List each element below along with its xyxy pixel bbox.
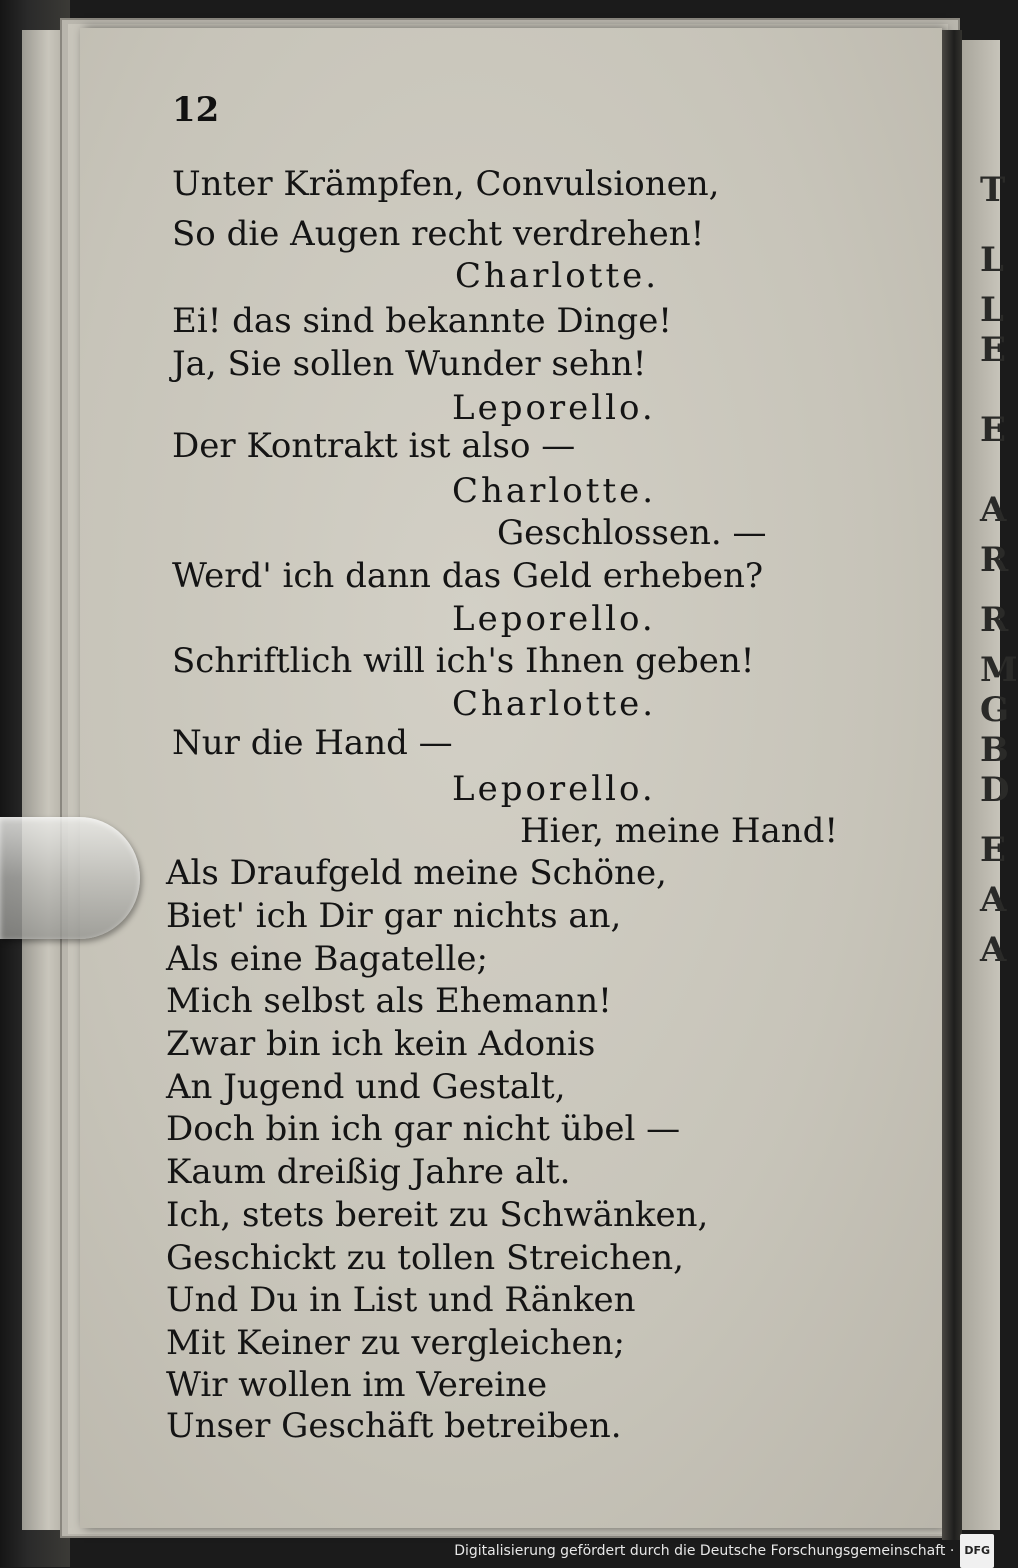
verse-line: Werd' ich dann das Geld erheben? [172,556,764,596]
book-gutter [942,30,962,1540]
speaker-name: Leporello. [452,599,656,639]
adjacent-page-glyph: E [980,410,1006,450]
adjacent-page-glyph: B [980,730,1009,770]
verse-line: Als Draufgeld meine Schöne, [166,853,667,893]
verse-line: Unter Krämpfen, Convulsionen, [172,164,720,204]
adjacent-page-glyph: E [980,330,1006,370]
speaker-name: Charlotte. [455,256,660,296]
verse-line: Geschlossen. — [497,513,767,553]
verse-line: Ich, stets bereit zu Schwänken, [166,1195,709,1235]
adjacent-page-glyph: E [980,830,1006,870]
adjacent-page-glyph: A [980,880,1007,920]
speaker-name: Charlotte. [452,471,657,511]
plastic-page-clip [0,817,140,939]
verse-line: Schriftlich will ich's Ihnen geben! [172,641,755,681]
verse-line: Ja, Sie sollen Wunder sehn! [172,344,647,384]
verse-line: Geschickt zu tollen Streichen, [166,1238,684,1278]
adjacent-page-glyph: T [980,170,1006,210]
footer-credit-text: Digitalisierung gefördert durch die Deutsche Forschungsgemeinschaft · [454,1543,955,1559]
adjacent-page-glyph: A [980,930,1007,970]
dfg-logo: DFG [960,1534,994,1568]
digitization-footer [454,1535,994,1567]
verse-line: Nur die Hand — [172,723,453,763]
verse-line: So die Augen recht verdrehen! [172,214,705,254]
verse-line: Unser Geschäft betreiben. [166,1406,622,1446]
speaker-name: Leporello. [452,388,656,428]
verse-line: An Jugend und Gestalt, [166,1067,566,1107]
verse-line: Als eine Bagatelle; [166,939,488,979]
verse-line: Kaum dreißig Jahre alt. [166,1152,571,1192]
verse-line: Hier, meine Hand! [520,811,839,851]
verse-line: Mich selbst als Ehemann! [166,981,612,1021]
adjacent-page-glyph: R [980,540,1009,580]
adjacent-page-glyph: D [980,770,1010,810]
adjacent-page-edge [962,40,1018,1530]
speaker-name: Charlotte. [452,684,657,724]
adjacent-page-glyph: M [980,650,1018,690]
adjacent-page-glyph: L [980,290,1004,330]
adjacent-page-glyph: R [980,600,1009,640]
verse-line: Zwar bin ich kein Adonis [166,1024,596,1064]
verse-line: Ei! das sind bekannte Dinge! [172,301,672,341]
adjacent-page-glyph: L [980,240,1004,280]
verse-line: Der Kontrakt ist also — [172,426,576,466]
verse-line: Doch bin ich gar nicht übel — [166,1109,681,1149]
verse-line: Mit Keiner zu vergleichen; [166,1323,625,1363]
verse-line: Und Du in List und Ränken [166,1280,636,1320]
verse-line: Biet' ich Dir gar nichts an, [166,896,622,936]
page-number: 12 [172,90,220,130]
adjacent-page-glyph: A [980,490,1007,530]
adjacent-page-glyph: G [980,690,1010,730]
verse-line: Wir wollen im Vereine [166,1365,548,1405]
speaker-name: Leporello. [452,769,656,809]
